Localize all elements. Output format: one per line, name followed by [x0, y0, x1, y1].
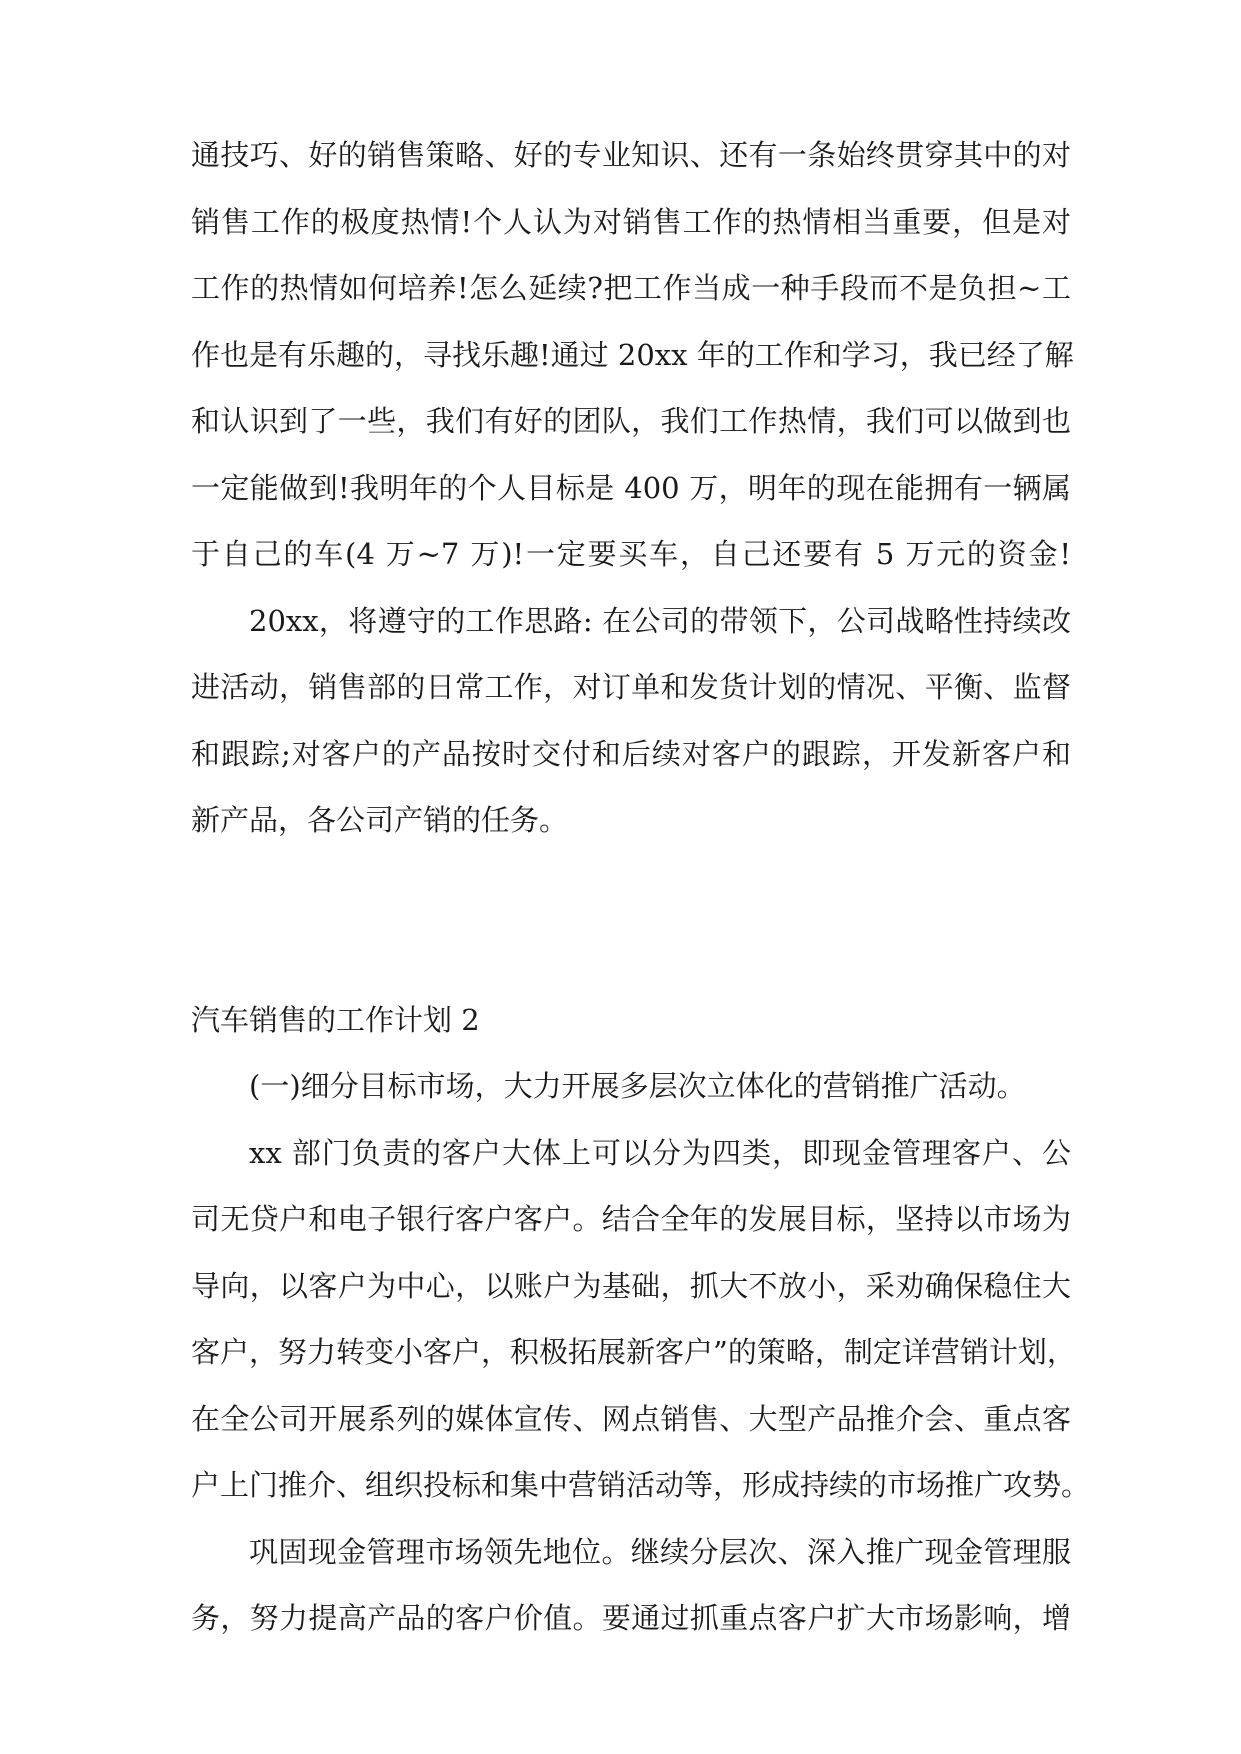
section-heading: 汽车销售的工作计划 2: [191, 1002, 480, 1037]
paragraph-line: 新产品，各公司产销的任务。: [191, 803, 569, 837]
paragraph-line: (一)细分目标市场，大力开展多层次立体化的营销推广活动。: [249, 1069, 1026, 1103]
paragraph: [191, 1053, 1071, 1120]
paragraph-line: 一定能做到!我明年的个人目标是 400 万，明年的现在能拥有一辆属: [191, 470, 1071, 505]
paragraph-line: 务，努力提高产品的客户价值。要通过抓重点客户扩大市场影响，增: [191, 1601, 1071, 1635]
paragraph-line: 20xx，将遵守的工作思路: 在公司的带领下，公司战略性持续改: [249, 603, 1071, 638]
paragraph-line: 巩固现金管理市场领先地位。继续分层次、深入推广现金管理服: [249, 1534, 1071, 1569]
paragraph-line: 和认识到了一些，我们有好的团队，我们工作热情，我们可以做到也: [191, 404, 1071, 438]
paragraph: [191, 1519, 1071, 1652]
paragraph-line: 作也是有乐趣的，寻找乐趣!通过 20xx 年的工作和学习，我已经了解: [191, 337, 1074, 372]
paragraph-line: 司无贷户和电子银行客户客户。结合全年的发展目标，坚持以市场为: [191, 1202, 1071, 1236]
paragraph-line: 和跟踪;对客户的产品按时交付和后续对客户的跟踪，开发新客户和: [191, 736, 1071, 771]
paragraph-line: 户上门推介、组织投标和集中营销活动等，形成持续的市场推广攻势。: [191, 1468, 1091, 1502]
paragraph-line: 于自己的车(4 万~7 万)!一定要买车，自己还要有 5 万元的资金!: [191, 537, 1071, 571]
paragraph-line: 客户，努力转变小客户，积极拓展新客户”的策略，制定详营销计划，: [191, 1335, 1076, 1369]
paragraph: [191, 122, 1074, 588]
paragraph-line: 通技巧、好的销售策略、好的专业知识、还有一条始终贯穿其中的对: [191, 138, 1071, 172]
paragraph-line: 在全公司开展系列的媒体宣传、网点销售、大型产品推介会、重点客: [191, 1401, 1071, 1436]
paragraph-line: 导向，以客户为中心，以账户为基础，抓大不放小，采劝确保稳住大: [191, 1268, 1071, 1303]
document-body: [191, 122, 1091, 1652]
paragraph-line: 销售工作的极度热情!个人认为对销售工作的热情相当重要，但是对: [191, 204, 1071, 239]
paragraph-line: 进活动，销售部的日常工作，对订单和发货计划的情况、平衡、监督: [191, 670, 1071, 704]
section-gap: [191, 854, 1071, 987]
paragraph-line: xx 部门负责的客户大体上可以分为四类，即现金管理客户、公: [249, 1135, 1071, 1170]
paragraph-line: 工作的热情如何培养!怎么延续?把工作当成一种手段而不是负担~工: [191, 271, 1071, 305]
paragraph: [191, 1120, 1091, 1519]
paragraph: [191, 588, 1071, 854]
